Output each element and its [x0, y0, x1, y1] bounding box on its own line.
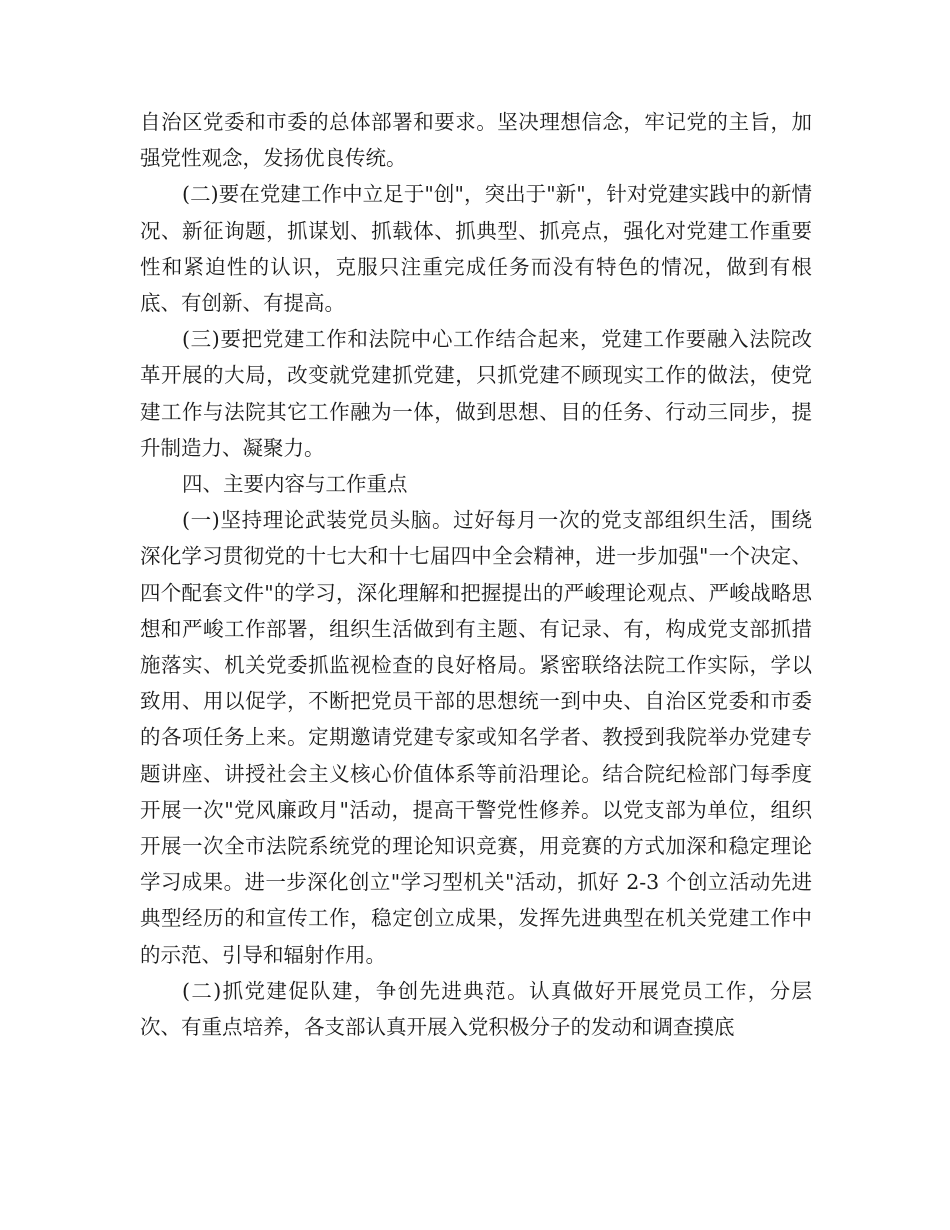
paragraph-continuation: 自治区党委和市委的总体部署和要求。坚决理想信念，牢记党的主旨，加强党性观念，发扬优良传统。 [140, 110, 812, 171]
document-body [140, 104, 812, 1045]
paragraph-section-two-innovation: (二)要在党建工作中立足于"创"，突出于"新"，针对党建实践中的新情况、新征询题，抓谋划、抓载体、抓典型、抓亮点，强化对党建工作重要性和紧迫性的认识，克服只注重完成任务而没有特色的情况，做到有根底、有创新、有提高。 [140, 182, 812, 316]
paragraph-party-building-team: (二)抓党建促队建，争创先进典范。认真做好开展党员工作，分层次、有重点培养，各支部认真开展入党积极分子的发动和调查摸底 [140, 978, 812, 1040]
paragraph-theory-arming: (一)坚持理论武装党员头脑。过好每月一次的党支部组织生活，围绕深化学习贯彻党的十七大和十七届四中全会精神，进一步加强"一个决定、四个配套文件"的学习，深化理解和把握提出的严峻理论观点、严峻战略思想和严峻工作部署，组织生活做到有主题、有记录、有，构成党支部抓措施落实、机关党委抓监视检查的良好格局。紧密联络法院工作实际，学以致用、用以促学，不断把党员干部的思想统一到中央、自治区党委和市委的各项任务上来。定期邀请党建专家或知名学者、教授到我院举办党建专题讲座、讲授社会主义核心价值体系等前沿理论。结合院纪检部门每季度开展一次"党风廉政月"活动，提高干警党性修养。以党支部为单位，组织开展一次全市法院系统党的理论知识竞赛，用竞赛的方式加深和稳定理论学习成果。进一步深化创立"学习型机关"活动，抓好 2-3 个创立活动先进典型经历的和宣传工作，稳定创立成果，发挥先进典型在机关党建工作中的示范、引导和辐射作用。 [140, 508, 812, 967]
paragraph-section-three-integration: (三)要把党建工作和法院中心工作结合起来，党建工作要融入法院改革开展的大局，改变就党建抓党建，只抓党建不顾现实工作的做法，使党建工作与法院其它工作融为一体，做到思想、目的任务、行动三同步，提升制造力、凝聚力。 [140, 327, 812, 460]
section-heading-main-content: 四、主要内容与工作重点 [182, 472, 408, 497]
